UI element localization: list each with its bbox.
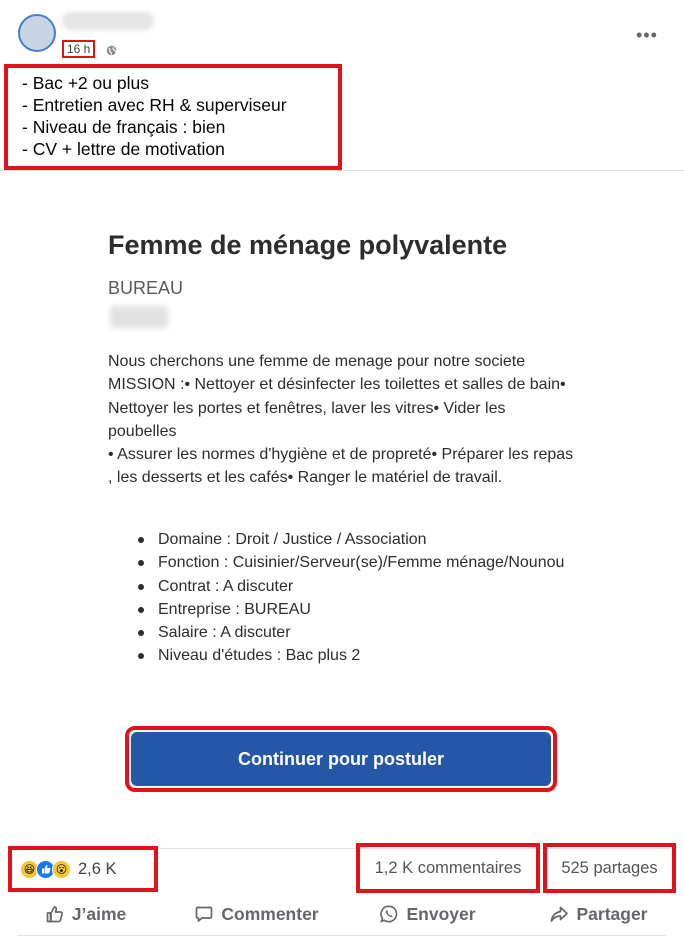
job-description xyxy=(108,350,578,490)
comment-label: Commenter xyxy=(221,903,319,924)
post-text-line: - Niveau de français : bien xyxy=(22,117,226,137)
comments-count[interactable]: 1,2 K commentaires xyxy=(356,843,540,893)
description-paragraph: Nous cherchons une femme de menage pour notre societe MISSION :• Nettoyer et désinfecter les toilettes et salles de bain• Nettoyer les portes et fenêtres, laver les vitres• Vider les poubelles xyxy=(108,353,566,440)
post-text xyxy=(4,64,342,170)
location-blurred xyxy=(110,306,168,328)
job-title: Femme de ménage polyvalente xyxy=(108,230,508,260)
send-button[interactable] xyxy=(342,896,513,932)
divider xyxy=(18,935,666,936)
detail-item: Niveau d'études : Bac plus 2 xyxy=(136,644,576,667)
thumbs-up-icon xyxy=(45,904,65,924)
description-paragraph: • Assurer les normes d'hygiène et de propreté• Préparer les repas , les desserts et les cafés• Ranger le matériel de travail. xyxy=(108,446,574,487)
apply-button[interactable]: Continuer pour postuler xyxy=(131,732,551,786)
job-details-list xyxy=(136,528,576,668)
globe-icon xyxy=(106,45,117,56)
like-button[interactable] xyxy=(0,896,171,932)
reaction-count: 2,6 K xyxy=(78,859,117,878)
post-text-line: - Bac +2 ou plus xyxy=(22,73,149,93)
share-label: Partager xyxy=(576,903,648,924)
wow-emoji-icon: 😮 xyxy=(52,860,71,879)
share-icon xyxy=(549,904,569,924)
detail-item: Entreprise : BUREAU xyxy=(136,598,576,621)
shares-count[interactable]: 525 partages xyxy=(543,843,676,893)
author-name-blurred[interactable] xyxy=(62,12,154,30)
reactions-summary[interactable] xyxy=(8,846,158,892)
send-label: Envoyer xyxy=(406,903,476,924)
avatar[interactable] xyxy=(18,14,56,52)
comment-icon xyxy=(194,904,214,924)
more-options-icon[interactable]: ••• xyxy=(636,25,658,45)
like-label: J’aime xyxy=(71,903,127,924)
detail-item: Fonction : Cuisinier/Serveur(se)/Femme ménage/Nounou xyxy=(136,551,576,574)
haha-emoji-icon: 😆 xyxy=(20,860,39,879)
share-button[interactable] xyxy=(513,896,684,932)
detail-item: Salaire : A discuter xyxy=(136,621,576,644)
comment-button[interactable] xyxy=(171,896,342,932)
post-timestamp[interactable]: 16 h xyxy=(62,40,95,58)
post-text-line: - CV + lettre de motivation xyxy=(22,139,225,159)
detail-item: Domaine : Droit / Justice / Association xyxy=(136,528,576,551)
company-name: BUREAU xyxy=(108,278,184,298)
apply-button-highlight xyxy=(125,726,557,792)
whatsapp-icon xyxy=(379,904,399,924)
action-bar xyxy=(0,896,684,932)
post-text-line: - Entretien avec RH & superviseur xyxy=(22,95,287,115)
detail-item: Contrat : A discuter xyxy=(136,575,576,598)
